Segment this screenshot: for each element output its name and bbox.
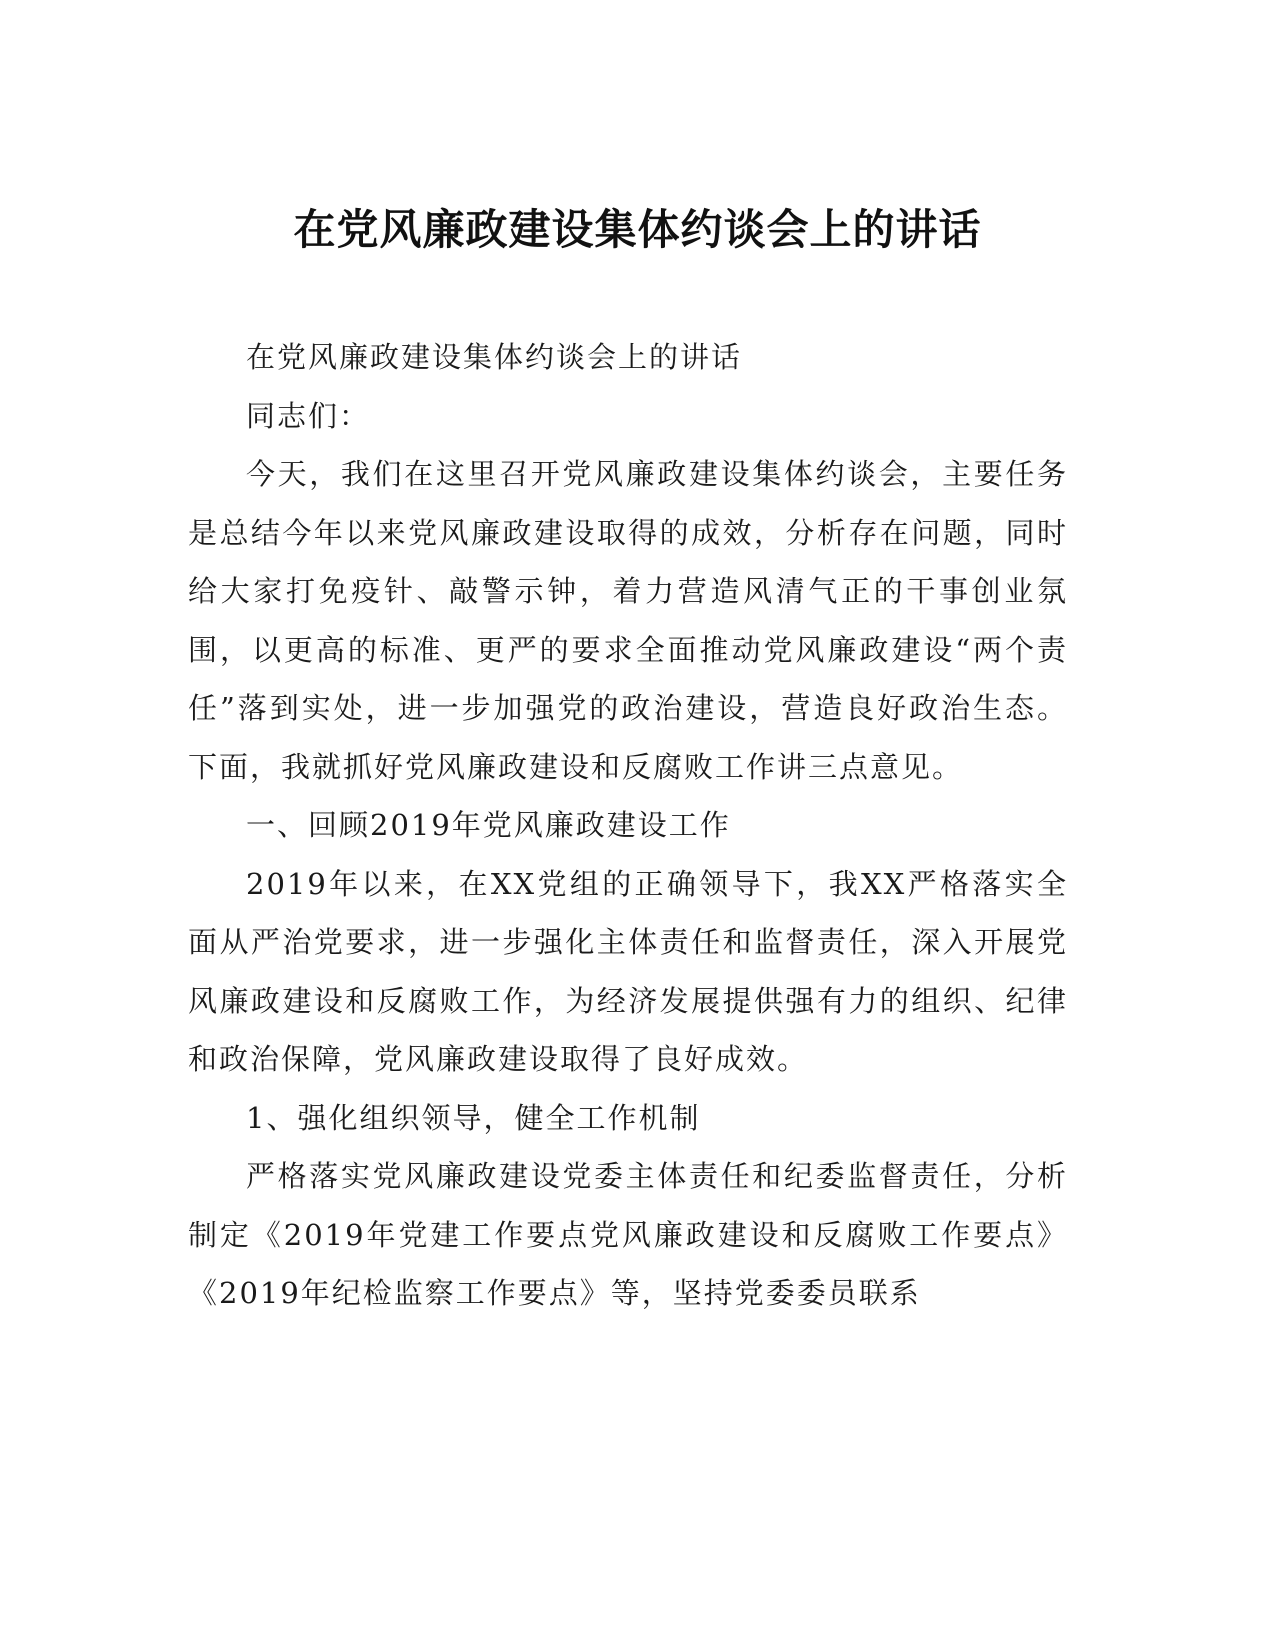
document-body [188,328,1068,1323]
document-title: 在党风廉政建设集体约谈会上的讲话 [293,205,982,254]
paragraph-greeting: 同志们： [246,398,371,433]
section-heading-1: 一、回顾2019年党风廉政建设工作 [246,808,731,842]
subsection-heading-1: 1、强化组织领导，健全工作机制 [246,1100,701,1135]
paragraph-subtitle: 在党风廉政建设集体约谈会上的讲话 [246,340,743,374]
paragraph-responsibility: 严格落实党风廉政建设党委主体责任和纪委监督责任，分析制定《2019年党建工作要点党风廉政建设和反腐败工作要点》《2019年纪检监察工作要点》等，坚持党委委员联系 [188,1159,1068,1310]
paragraph-review: 2019年以来，在XX党组的正确领导下，我XX严格落实全面从严治党要求，进一步强化主体责任和监督责任，深入开展党风廉政建设和反腐败工作，为经济发展提供强有力的组织、纪律和政治保障，党风廉政建设取得了良好成效。 [188,866,1068,1076]
paragraph-intro: 今天，我们在这里召开党风廉政建设集体约谈会，主要任务是总结今年以来党风廉政建设取得的成效，分析存在问题，同时给大家打免疫针、敲警示钟，着力营造风清气正的干事创业氛围，以更高的标准、更严的要求全面推动党风廉政建设“两个责任”落到实处，进一步加强党的政治建设，营造良好政治生态。下面，我就抓好党风廉政建设和反腐败工作讲三点意见。 [188,457,1068,784]
